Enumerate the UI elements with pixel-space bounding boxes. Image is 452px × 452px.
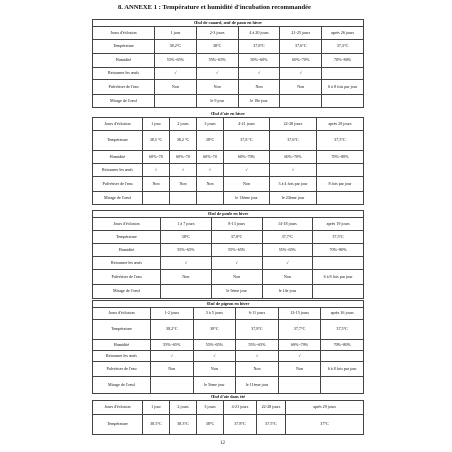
table-cell [143,192,170,205]
table-cell: 4-21 jours [224,401,257,415]
table-cell: 1 jour [155,27,197,40]
table-cell: 3 à 5 jours [193,308,236,320]
table-cell: Non [193,362,236,377]
table-cell: 55%~65% [236,340,279,351]
table-cell: 2-3 jours [196,27,238,40]
table-cell [278,377,321,394]
table-cell: après 16 jours [321,308,364,320]
table-cell: 37,6°C [280,40,322,54]
table-cell: Température [93,320,151,340]
table-cell: 70%~80% [321,340,364,351]
table-cell: 60%~70% [278,340,321,351]
table-cell: 4 à 20 jours [238,27,280,40]
table-cell: Retourner les œufs [93,351,151,362]
table-cell: 37,7°C [278,320,321,340]
table-cell: Non [197,177,224,192]
table-cell: 37,5°C [317,131,364,151]
table-cell [170,192,197,205]
table-cell: le 18e jour [238,95,280,108]
table-cell: 37,5°C [321,320,364,340]
table-cell: Mirage de l'oeuf [93,95,155,108]
table-cell: le 11ème jour [236,377,279,394]
table-cell: Humidité [93,340,151,351]
table-cell: Non [238,80,280,95]
table-cell: 38.5°C [143,415,170,435]
table-cell: 55%~65% [161,244,212,257]
table-cell: 37,6°C [270,131,317,151]
table-cell: √ [143,164,170,177]
table-cell: Jours d'éclosion [93,27,155,40]
table-cell: 55%~65% [151,340,194,351]
table-cell: 37.8°C [224,415,257,435]
table-cell: 38.3°C [170,415,197,435]
table-cell: Humidité [93,244,161,257]
goose-winter-table [92,111,364,205]
table-cell: Non [236,362,279,377]
table-cell: 37°C [286,415,364,435]
table-cell [161,285,212,299]
table-cell: Mirage de l'oeuf [93,192,143,205]
table-cell [321,351,364,362]
table-cell: 3 à 4 fois par jour [270,177,317,192]
table-cell: après 26 jours [322,27,364,40]
table-cell: 38,2 °C [170,131,197,151]
table-cell: 60%~70 [197,151,224,164]
table-cell: √ [197,164,224,177]
table-cell: 50%~60% [238,54,280,68]
page-number: 12 [220,441,225,446]
table-cell: √ [151,351,194,362]
table-cell: Non [278,362,321,377]
table-cell: Mirage de l'oeuf [93,285,161,299]
table-cell: Retourner les œufs [93,257,161,270]
table-cell: 38,5 °C [143,131,170,151]
table-cell: 37.5°C [257,415,286,435]
table-cell: Non [155,80,197,95]
table-caption: Œuf d'oie dans été [210,394,246,399]
table-cell: √ [278,351,321,362]
table-cell [317,164,364,177]
table-cell: Jours d'éclosion [93,401,143,415]
table-cell: après 29 jours [317,118,364,131]
table-cell: 37,7°C [262,231,313,244]
table-cell: 38°C [197,415,224,435]
table-cell: 1 à 7 jours [161,218,212,231]
table-cell [197,192,224,205]
table-cell: Non [151,362,194,377]
table-cell [313,285,364,299]
table-cell: √ [280,68,322,80]
duck-peacock-winter-table [92,19,364,108]
table-cell: le 23ème jour [270,192,317,205]
table-cell: le 13ème jour [224,192,270,205]
table-cell: 4-21 jours [224,118,270,131]
table-cell: le 14e jour [262,285,313,299]
table-cell [321,377,364,394]
table-cell [322,95,364,108]
table-cell: 3 jours [197,401,224,415]
table-cell: Jours d'éclosion [93,118,143,131]
table-caption: Œuf d'oie en hiver [210,111,246,116]
table-cell: 38,2°C [155,40,197,54]
table-cell: 60%~70% [280,54,322,68]
table-cell: 38°C [197,131,224,151]
table-cell: Mirage de l'oeuf [93,377,151,394]
table-cell: 22-28 jours [257,401,286,415]
table-cell: 1 jour [143,401,170,415]
table-cell: le 5ème jour [211,285,262,299]
table-cell [280,95,322,108]
table-cell: le 9 jour [196,95,238,108]
table-cell: 55%~65% [196,54,238,68]
table-cell: 37,5°C [313,231,364,244]
table-cell: √ [270,164,317,177]
table-cell: 1 jour [143,118,170,131]
table-cell: le 5ème jour [193,377,236,394]
table-cell: Non [161,270,212,285]
table-cell: √ [211,257,262,270]
table-cell: √ [236,351,279,362]
table-cell: √ [224,164,270,177]
table-cell: Retourner les œufs [93,68,155,80]
table-caption: Œuf de pigeon en hiver [93,301,364,308]
table-cell: √ [161,257,212,270]
table-cell: 70%~80% [317,151,364,164]
table-cell: Pulvériser de l'eau [93,270,161,285]
table-cell: 2 jours [170,401,197,415]
table-cell: 70%~80% [322,54,364,68]
chicken-winter-table [92,210,364,299]
table-cell [151,377,194,394]
table-cell: √ [155,68,197,80]
table-cell: Température [93,131,143,151]
table-cell: Non [280,80,322,95]
table-cell: √ [193,351,236,362]
table-cell: 38°C [193,320,236,340]
table-cell: Pulvériser de l'eau [93,362,151,377]
table-cell: après 19 jours [313,218,364,231]
table-cell: √ [196,68,238,80]
table-cell: Non [196,80,238,95]
table-cell: Jours d'éclosion [93,308,151,320]
table-cell: √ [170,164,197,177]
table-cell [322,68,364,80]
table-cell: √ [262,257,313,270]
table-cell: 21-25 jours [280,27,322,40]
table-cell: 2 jours [170,118,197,131]
table-cell: Pulvériser de l'eau [93,177,143,192]
table-cell: 55%~65% [211,244,262,257]
table-cell: Non [211,270,262,285]
table-cell [155,95,197,108]
table-cell: 6 à 8 fois par jour [313,270,364,285]
table-cell: 37,3°C [322,40,364,54]
table-cell: 60%~70% [224,151,270,164]
table-cell: Humidité [93,54,155,68]
table-cell [317,192,364,205]
table-cell: 6-11 jours [236,308,279,320]
table-cell: Température [93,415,143,435]
table-cell: 37,8°C [238,40,280,54]
table-cell [313,257,364,270]
table-cell: 60%~70 [170,151,197,164]
table-cell: Pulvériser de l'eau [93,80,155,95]
pigeon-winter-table [92,300,364,394]
table-cell: 8 fois par jour [317,177,364,192]
table-cell: 37,8°C [211,231,262,244]
table-cell: 38°C [161,231,212,244]
table-cell: 55%~65% [262,244,313,257]
table-cell: Température [93,231,161,244]
table-cell: Retourner les œufs [93,164,143,177]
table-cell: 38°C [196,40,238,54]
table-cell: 60%~70 [143,151,170,164]
goose-summer-table [92,394,364,435]
table-cell: 12-15 jours [278,308,321,320]
table-cell: 22-28 jours [270,118,317,131]
page-title: 8. ANNEXE 1 : Température et humidité d'incubation recommandée [118,4,311,11]
table-cell: après 29 jours [286,401,364,415]
table-cell: Non [262,270,313,285]
table-cell: 37,8°C [236,320,279,340]
table-cell: 14-18 jours [262,218,313,231]
table-cell: 70%~80% [313,244,364,257]
table-caption: Œuf de canard, œuf de paon en hiver [93,20,364,27]
table-cell: 3 jours [197,118,224,131]
table-caption: Œuf de poule en hiver [93,211,364,218]
table-cell: 37,8 °C [224,131,270,151]
table-cell: 55%~65% [193,340,236,351]
table-cell: Jours d'éclosion [93,218,161,231]
table-cell: Non [170,177,197,192]
table-cell: Non [143,177,170,192]
table-cell: 8-13 jours [211,218,262,231]
table-cell: 60%~70% [270,151,317,164]
table-cell: 55%~65% [155,54,197,68]
table-cell: Humidité [93,151,143,164]
table-cell: 6 à 8 fois par jour [322,80,364,95]
table-cell: 1-2 jours [151,308,194,320]
table-cell: √ [238,68,280,80]
table-cell: 38,2°C [151,320,194,340]
table-cell: Température [93,40,155,54]
table-cell: 6 à 8 fois par jour [321,362,364,377]
table-cell: Non [224,177,270,192]
